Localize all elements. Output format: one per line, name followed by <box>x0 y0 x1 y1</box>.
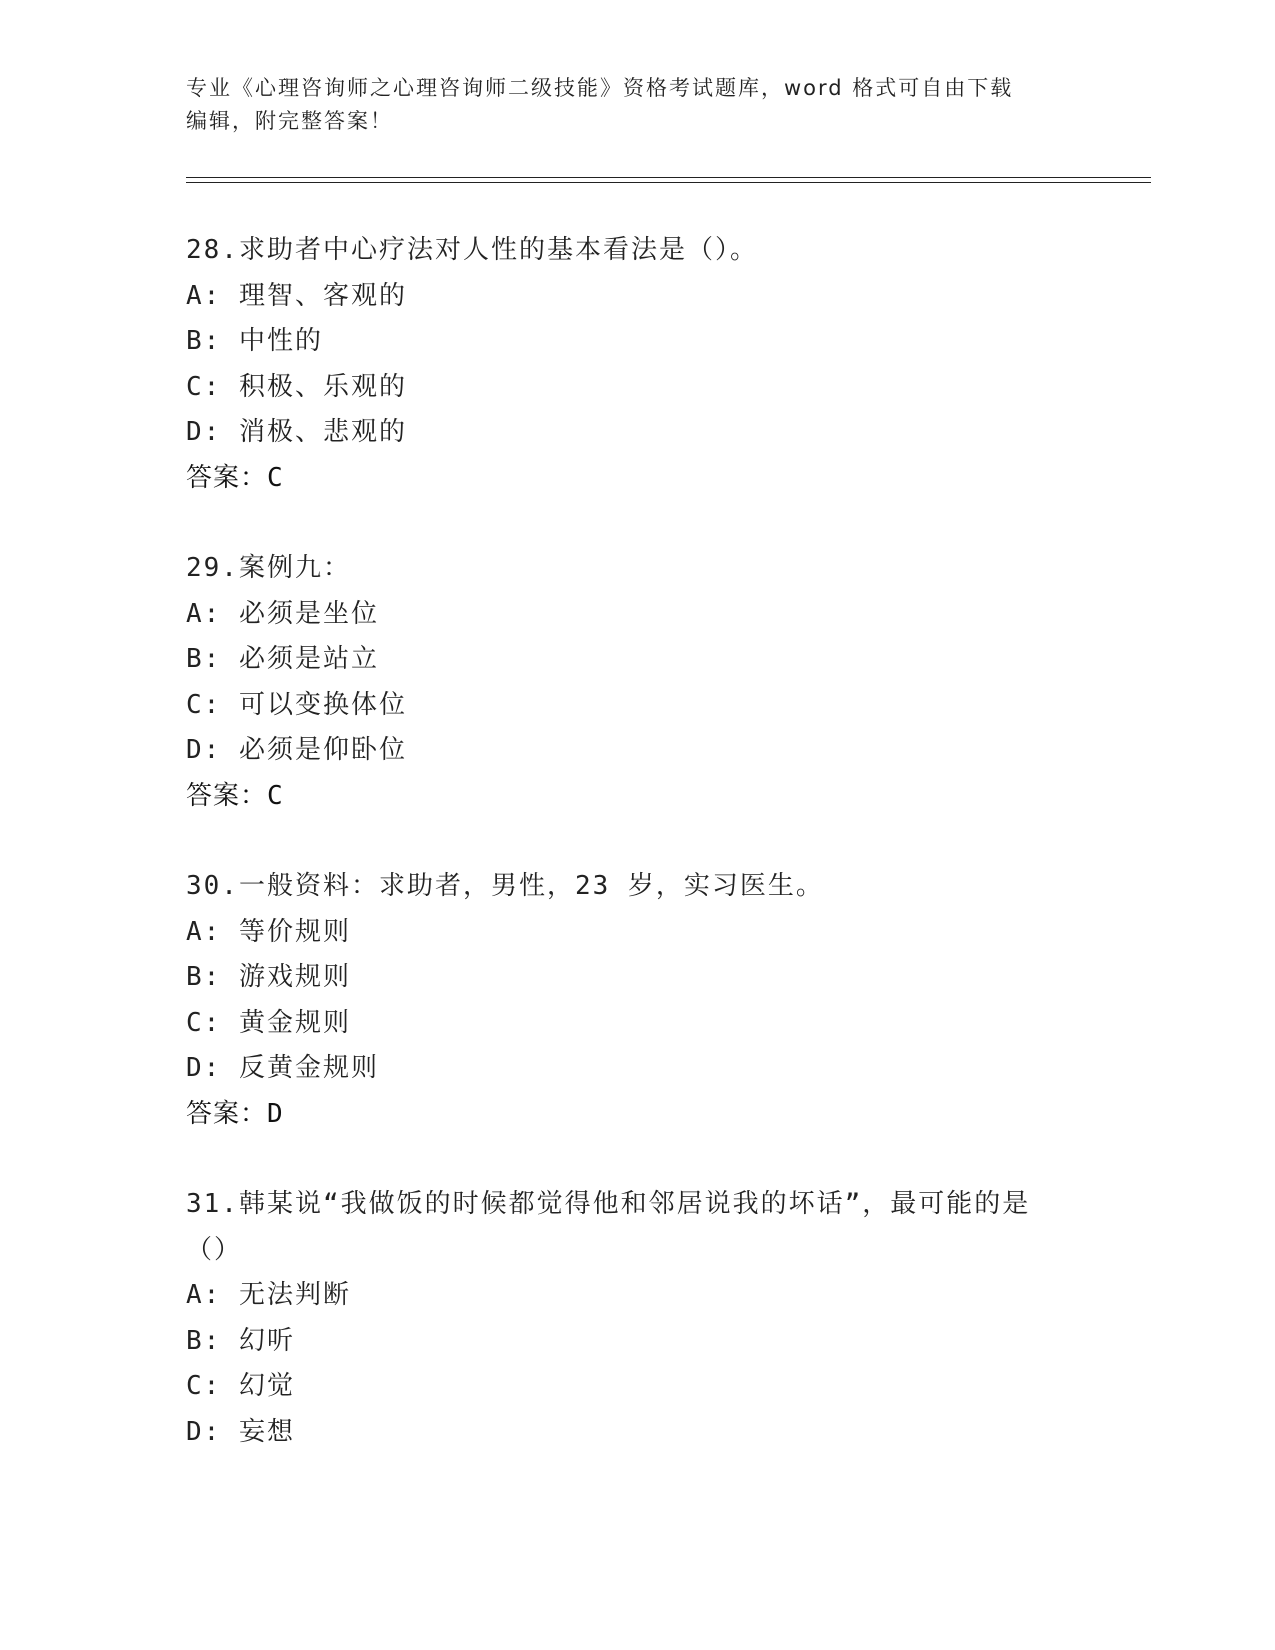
question-stem: 31.韩某说“我做饭的时候都觉得他和邻居说我的坏话”，最可能的是 <box>186 1189 1031 1219</box>
header-line-1: 专业《心理咨询师之心理咨询师二级技能》资格考试题库，word 格式可自由下载 <box>186 76 1014 100</box>
answer-line <box>186 1092 1146 1138</box>
header-divider-bottom <box>186 182 1151 183</box>
question-stem: 29.案例九： <box>186 553 351 583</box>
answer-value: C <box>267 462 284 493</box>
answer-line <box>186 774 1146 820</box>
option-a: A: 等价规则 <box>186 916 351 947</box>
answer-label: 答案： <box>186 1098 268 1129</box>
option-c: C: 可以变换体位 <box>186 689 407 720</box>
question-stem: 30.一般资料：求助者，男性，23 岁，实习医生。 <box>186 871 824 901</box>
answer-label: 答案： <box>186 780 268 811</box>
option-a: A: 无法判断 <box>186 1280 351 1310</box>
answer-line <box>186 456 1146 502</box>
option-b: B: 幻听 <box>186 1325 295 1356</box>
answer-value: C <box>267 780 284 811</box>
option-a: A: 理智、客观的 <box>186 280 407 311</box>
option-c: C: 幻觉 <box>186 1371 295 1401</box>
header-divider-top <box>186 177 1151 178</box>
question-stem-continued: （） <box>186 1234 243 1265</box>
option-c: C: 黄金规则 <box>186 1007 351 1038</box>
option-d: D: 必须是仰卧位 <box>186 735 407 765</box>
option-a: A: 必须是坐位 <box>186 598 379 629</box>
question-28 <box>186 228 1146 501</box>
question-stem: 28.求助者中心疗法对人性的基本看法是（）。 <box>186 235 758 265</box>
option-d: D: 妄想 <box>186 1416 295 1447</box>
option-c: C: 积极、乐观的 <box>186 371 407 402</box>
option-d: D: 反黄金规则 <box>186 1053 379 1083</box>
answer-label: 答案： <box>186 462 268 493</box>
question-30 <box>186 864 1146 1137</box>
question-31 <box>186 1182 1146 1455</box>
question-29 <box>186 546 1146 819</box>
document-header <box>186 72 1086 138</box>
option-b: B: 中性的 <box>186 326 323 356</box>
option-b: B: 游戏规则 <box>186 962 351 992</box>
option-b: B: 必须是站立 <box>186 644 379 674</box>
header-line-2: 编辑，附完整答案！ <box>186 109 393 133</box>
option-d: D: 消极、悲观的 <box>186 417 407 447</box>
answer-value: D <box>267 1098 284 1129</box>
